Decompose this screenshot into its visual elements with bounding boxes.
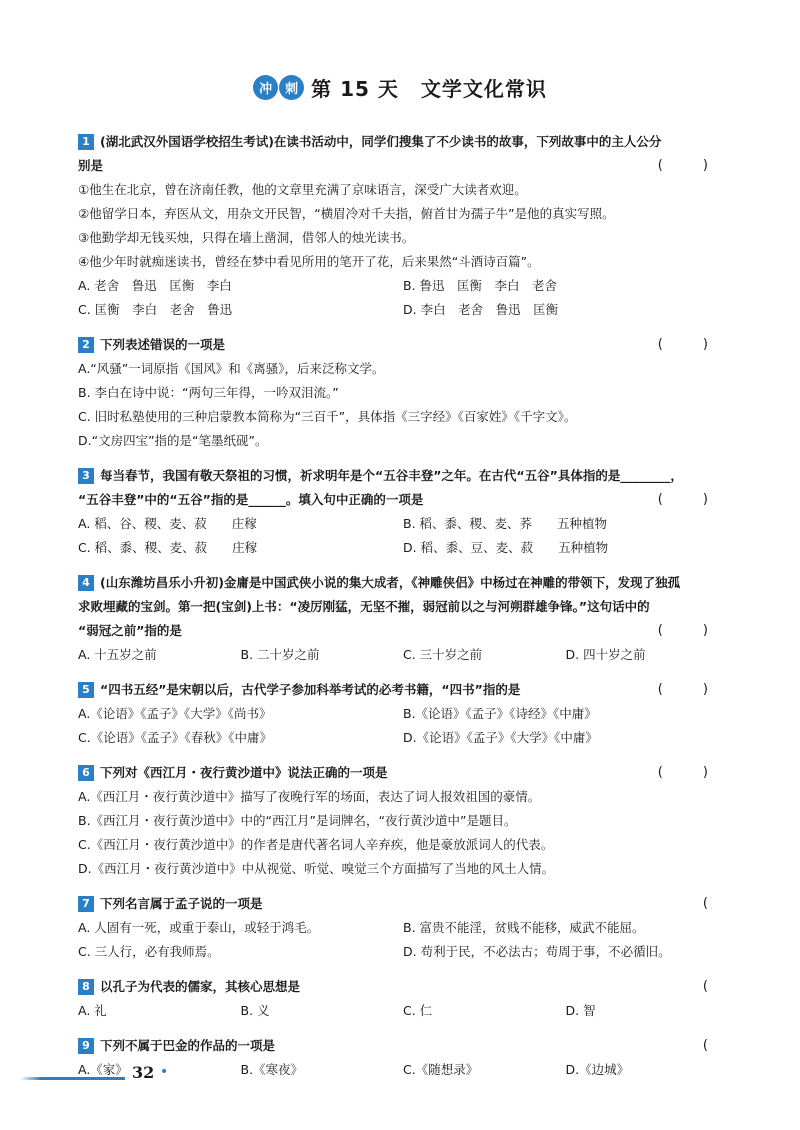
question-item: ③他勤学却无钱买烛，只得在墙上凿洞，借邻人的烛光读书。 [78, 230, 415, 245]
answer-parentheses: ( ) [657, 682, 726, 697]
question-stem-text: 以孔子为代表的儒家，其核心思想是 [100, 979, 301, 994]
question-stem-line [78, 464, 728, 488]
question-number-badge: 8 [78, 979, 94, 995]
answer-parentheses: ( [702, 1038, 726, 1053]
option-D: D. 稻、黍、豆、麦、菽 五种植物 [403, 540, 609, 555]
option-A: A. 十五岁之前 [78, 647, 157, 662]
question-stem-text: (湖北武汉外国语学校招生考试)在读书活动中，同学们搜集了不少读书的故事，下列故事中的主人公分 [100, 134, 662, 149]
option-D: D.《论语》《孟子》《大学》《中庸》 [403, 730, 598, 745]
option-A: A. 礼 [78, 1003, 107, 1018]
question-number-badge: 6 [78, 765, 94, 781]
question-stem-text: 别是 [78, 158, 104, 173]
question-number-badge: 3 [78, 468, 94, 484]
question-stem-line [78, 975, 728, 999]
question-number-badge: 4 [78, 575, 94, 591]
question-number-badge: 9 [78, 1038, 94, 1054]
option-A: A.《家》 [78, 1062, 128, 1077]
option-C: C. 稻、黍、稷、麦、菽 庄稼 [78, 540, 258, 555]
question-number-badge: 2 [78, 337, 94, 353]
question-6 [78, 761, 728, 881]
option-B: B. 富贵不能淫，贫贱不能移，威武不能屈。 [403, 920, 645, 935]
question-5 [78, 678, 728, 750]
question-item: C. 旧时私塾使用的三种启蒙教本简称为“三百千”，具体指《三字经》《百家姓》《千字文》。 [78, 409, 577, 424]
answer-parentheses: ( ) [657, 623, 726, 638]
question-stem-text: 下列不属于巴金的作品的一项是 [100, 1038, 276, 1053]
question-stem-line [78, 678, 728, 702]
option-A: A. 老舍 鲁迅 匡衡 李白 [78, 278, 232, 293]
question-stem-text: “四书五经”是宋朝以后，古代学子参加科举考试的必考书籍，“四书”指的是 [100, 682, 521, 697]
question-stem-text: (山东潍坊昌乐小升初)金庸是中国武侠小说的集大成者，《神雕侠侣》中杨过在神雕的带领下，发现了独孤 [100, 575, 681, 590]
option-C: C. 仁 [403, 1003, 433, 1018]
option-row [78, 916, 728, 940]
option-B: B.《寒夜》 [240, 1062, 304, 1077]
question-4 [78, 571, 728, 667]
option-row [78, 298, 728, 322]
option-row [78, 643, 728, 667]
question-stem-text: “弱冠之前”指的是 [78, 623, 182, 638]
option-D: D. 李白 老舍 鲁迅 匡衡 [403, 302, 559, 317]
option-C: C.《论语》《孟子》《春秋》《中庸》 [78, 730, 272, 745]
question-item: ①他生在北京，曾在济南任教，他的文章里充满了京味语言，深受广大读者欢迎。 [78, 182, 527, 197]
question-2 [78, 333, 728, 453]
question-stem-line [78, 130, 728, 154]
question-item: ②他留学日本，弃医从文，用杂文开民智，“横眉冷对千夫指，俯首甘为孺子牛”是他的真实写照。 [78, 206, 615, 221]
question-7 [78, 892, 728, 964]
option-D: D. 智 [565, 1003, 596, 1018]
option-row [78, 999, 728, 1023]
option-D: D.《边城》 [565, 1062, 630, 1077]
answer-parentheses: ( ) [657, 337, 726, 352]
question-stem-text: 下列表述错误的一项是 [100, 337, 226, 352]
question-stem-line [78, 571, 728, 595]
page-footer [20, 1060, 220, 1090]
question-stem-text: 下列名言属于孟子说的一项是 [100, 896, 263, 911]
question-stem-line [78, 154, 728, 178]
question-stem-line [78, 892, 728, 916]
question-item: A.“风骚”一词原指《国风》和《离骚》，后来泛称文学。 [78, 361, 385, 376]
question-stem-line [78, 333, 728, 357]
option-B: B. 义 [240, 1003, 270, 1018]
option-D: D. 苟利于民，不必法古；苟周于事，不必循旧。 [403, 944, 671, 959]
question-3 [78, 464, 728, 560]
option-B: B.《论语》《孟子》《诗经》《中庸》 [403, 706, 597, 721]
question-item: B.《西江月・夜行黄沙道中》中的“西江月”是词牌名，“夜行黄沙道中”是题目。 [78, 813, 517, 828]
answer-parentheses: ( ) [657, 765, 726, 780]
page-number: 32 [132, 1063, 155, 1082]
question-1 [78, 130, 728, 322]
question-item: D.“文房四宝”指的是“笔墨纸砚”。 [78, 433, 268, 448]
footer-decoration-line [20, 1077, 125, 1080]
title-day: 第 15 天 [311, 76, 399, 101]
question-item: ④他少年时就痴迷读书，曾经在梦中看见所用的笔开了花，后来果然“斗酒诗百篇”。 [78, 254, 540, 269]
question-stem-line [78, 1034, 728, 1058]
question-stem-line [78, 595, 728, 619]
question-number-badge: 1 [78, 134, 94, 150]
option-C: C. 三十岁之前 [403, 647, 483, 662]
option-row [78, 940, 728, 964]
option-B: B. 二十岁之前 [240, 647, 320, 662]
question-stem-line [78, 619, 728, 643]
answer-parentheses: ( [702, 979, 726, 994]
option-A: A. 人固有一死，或重于泰山，或轻于鸿毛。 [78, 920, 320, 935]
question-8 [78, 975, 728, 1023]
question-item: A.《西江月・夜行黄沙道中》描写了夜晚行军的场面，表达了词人报效祖国的豪情。 [78, 789, 541, 804]
title-badge-2: 刺 [279, 75, 304, 100]
option-row [78, 512, 728, 536]
answer-parentheses: ( ) [657, 492, 726, 507]
option-A: A. 稻、谷、稷、麦、菽 庄稼 [78, 516, 257, 531]
question-list [78, 130, 728, 1093]
option-B: B. 鲁迅 匡衡 李白 老舍 [403, 278, 558, 293]
option-C: C.《随想录》 [403, 1062, 479, 1077]
question-stem-text: 求败埋藏的宝剑。第一把(宝剑)上书：“凌厉刚猛，无坚不摧，弱冠前以之与河朔群雄争锋。”这句话中的 [78, 599, 650, 614]
option-row [78, 702, 728, 726]
question-item: B. 李白在诗中说：“两句三年得，一吟双泪流。” [78, 385, 339, 400]
question-stem-line [78, 761, 728, 785]
question-number-badge: 7 [78, 896, 94, 912]
question-item: D.《西江月・夜行黄沙道中》中从视觉、听觉、嗅觉三个方面描写了当地的风土人情。 [78, 861, 555, 876]
option-B: B. 稻、黍、稷、麦、荞 五种植物 [403, 516, 608, 531]
question-stem-text: 每当春节，我国有敬天祭祖的习惯，祈求明年是个“五谷丰登”之年。在古代“五谷”具体指的是________， [100, 468, 683, 483]
option-row [78, 274, 728, 298]
option-C: C. 三人行，必有我师焉。 [78, 944, 220, 959]
option-row [78, 726, 728, 750]
question-stem-text: “五谷丰登”中的“五谷”指的是______。填入句中正确的一项是 [78, 492, 424, 507]
answer-parentheses: ( [702, 896, 726, 911]
title-topic: 文学文化常识 [420, 76, 547, 101]
question-stem-line [78, 488, 728, 512]
question-item: C.《西江月・夜行黄沙道中》的作者是唐代著名词人辛弃疾，他是豪放派词人的代表。 [78, 837, 554, 852]
option-row [78, 536, 728, 560]
title-badge-1: 冲 [253, 75, 278, 100]
question-number-badge: 5 [78, 682, 94, 698]
page-title [0, 70, 800, 104]
option-C: C. 匡衡 李白 老舍 鲁迅 [78, 302, 233, 317]
page-dot: • [160, 1064, 169, 1080]
option-D: D. 四十岁之前 [565, 647, 646, 662]
option-A: A.《论语》《孟子》《大学》《尚书》 [78, 706, 272, 721]
answer-parentheses: ( ) [657, 158, 726, 173]
question-stem-text: 下列对《西江月・夜行黄沙道中》说法正确的一项是 [100, 765, 388, 780]
